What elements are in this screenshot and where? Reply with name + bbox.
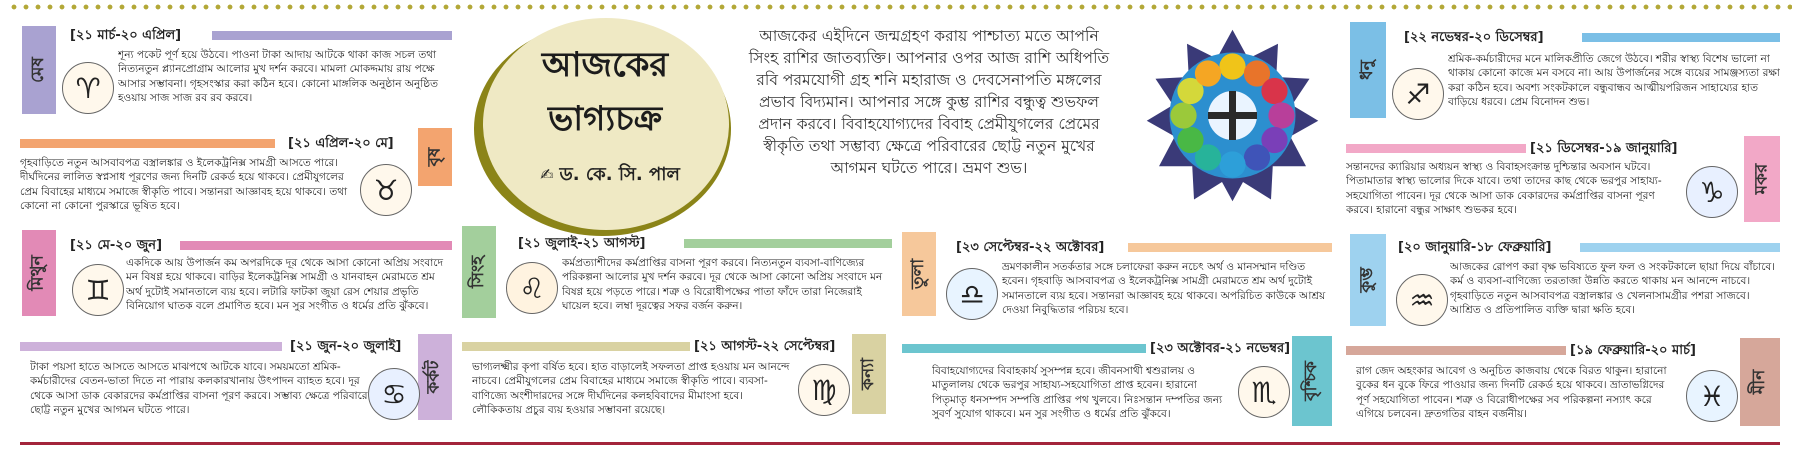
pisces-tab bbox=[1740, 338, 1780, 426]
pisces-icon: ♓ bbox=[1686, 370, 1738, 422]
leo-icon: ♌ bbox=[506, 262, 558, 314]
gemini-dates: [২১ মে-২০ জুন] bbox=[70, 238, 163, 253]
libra-name: তুলা bbox=[907, 258, 928, 290]
taurus-block bbox=[20, 128, 452, 224]
taurus-icon: ♉ bbox=[360, 164, 412, 216]
capricorn-icon: ♑ bbox=[1686, 166, 1738, 218]
cancer-text: টাকা পয়সা হাতে আসতে আসতে মাঝপথে আটকে যাবে। সময়মতো শ্রমিক-কর্মচারীদের বেতন-ভাতা দিতে না পারায় কলকারখানায় উৎপাদন ব্যাহত হবে। দূর থেকে আসা ডাক বেকারদের কর্মপ্রাপ্তির বাসনা পূরণ করবে। সম্ভাব্য ক্ষেত্রে পরিবারে ছোট্ট নতুন মুখের আগমন ঘটতে পারে। bbox=[30, 361, 368, 417]
leo-text: কর্মপ্রত্যাশীদের কর্মপ্রাপ্তির বাসনা পূরণ করবে। নিত্যনতুন ব্যবসা-বাণিজ্যের পরিকল্পনা আলোর মুখ দর্শন করবে। দূর থেকে আসা কোনো অপ্রিয় সংবাদে মন বিষণ্ণ হয়ে পড়তে পারে। শত্রু ও বিরোধীপক্ষের পাতা ফাঁদে তারা নিজেরাই ঘায়েল হবে। লম্বা দূরত্বের সফর বর্জন করুন। bbox=[562, 257, 883, 313]
aquarius-text: আজকের রোপণ করা বৃক্ষ ভবিষ্যতে ফুল ফল ও সংকটকালে ছায়া দিয়ে বাঁচাবে। কর্ম ও ব্যবসা-বাণিজ্যে তরতাজা উন্নতি করতে থাকায় মন আনন্দে নাচবে। গৃহবাড়িতে নতুন আসবাবপত্র বস্ত্রালঙ্কার ও খেলনাসামগ্রীর পশরা সাজবে। আশ্রিত ও প্রতিপালিত ব্যক্তি দ্বারা ক্ষতি হবে। bbox=[1450, 261, 1776, 317]
aquarius-icon: ♒ bbox=[1396, 274, 1448, 326]
top-dotted-border bbox=[8, 3, 1792, 11]
pisces-bar bbox=[1346, 346, 1566, 355]
virgo-block bbox=[462, 334, 892, 438]
virgo-dates: [২১ আগস্ট-২২ সেপ্টেম্বর] bbox=[694, 339, 836, 354]
leo-dates: [২১ জুলাই-২১ আগস্ট] bbox=[518, 236, 646, 251]
pisces-text: রাগ জেদ অহংকার আবেগ ও অনুচিত কাজবায় থেকে বিরত থাকুন। হারানো বুকের ধন বুকে ফিরে পাওয়ার জন্য দিনটি রেকর্ড হয়ে থাকবে। ভ্রাতাভগ্নিদের পূর্ণ সহযোগিতা পাবেন। শত্রু ও বিরোধীপক্ষের সব পরিকল্পনা নস্যাৎ করে এগিয়ে চলবেন। দ্রুতগতির বাহন বর্জনীয়। bbox=[1356, 365, 1667, 421]
taurus-tab bbox=[418, 128, 452, 186]
libra-tab bbox=[902, 232, 936, 316]
leo-name: সিংহ bbox=[468, 255, 488, 289]
capricorn-tab bbox=[1744, 136, 1780, 222]
aquarius-dates: [২০ জানুয়ারি-১৮ ফেব্রুয়ারি] bbox=[1398, 240, 1552, 255]
gemini-icon: ♊ bbox=[72, 264, 124, 316]
virgo-name: কন্যা bbox=[858, 358, 878, 390]
gemini-name: মিথুন bbox=[28, 255, 48, 291]
sagittarius-dates: [২২ নভেম্বর-২০ ডিসেম্বর] bbox=[1404, 30, 1544, 45]
cancer-dates: [২১ জুন-২০ জুলাই] bbox=[290, 339, 402, 354]
scorpio-dates: [২৩ অক্টোবর-২১ নভেম্বর] bbox=[1150, 341, 1291, 356]
virgo-icon: ♍ bbox=[798, 364, 850, 416]
scorpio-text: বিবাহযোগ্যদের বিবাহকার্য সুসম্পন্ন হবে। জীবনসাথী শ্বশুরালয় ও মাতুলালয় থেকে ভরপুর সাহায্য-সহযোগিতা প্রাপ্ত হবেন। হারানো পিতৃমাতৃ ধনসম্পদ সম্পত্তি প্রাপ্তির পথ খুলবে। নিঃসন্তান দম্পতির জন্য সুবর্ণ সুযোগ থাকবে। মন সুর সংগীত ও ধর্মের প্রতি ঝুঁকবে। bbox=[932, 365, 1223, 421]
aries-bar bbox=[212, 31, 452, 40]
pisces-dates: [১৯ ফেব্রুয়ারি-২০ মার্চ] bbox=[1570, 343, 1696, 358]
bottom-rule bbox=[20, 442, 1780, 445]
page-title bbox=[500, 38, 710, 146]
aries-tab bbox=[22, 26, 56, 114]
author-byline bbox=[520, 160, 700, 191]
aries-name: মেষ bbox=[28, 57, 48, 83]
sagittarius-tab bbox=[1350, 22, 1386, 118]
aries-text: শূন্য পকেট পূর্ণ হয়ে উঠবে। পাওনা টাকা আদায় আটকে থাকা কাজ সচল তথা নিত্যনতুন প্ল্যানপ্রোগ্রাম আলোর মুখ দর্শন করবে। মামলা মোকদ্দমায় রায় পক্ষে আসার সম্ভাবনা। গৃহসংস্কার করা কঠিন হবে। কোনো মাঙ্গলিক অনুষ্ঠান অনুষ্ঠিত হওয়ায় সাজ সাজ রব রব করবে। bbox=[118, 49, 438, 105]
leo-block bbox=[462, 226, 892, 330]
taurus-dates: [২১ এপ্রিল-২০ মে] bbox=[288, 136, 394, 151]
capricorn-block bbox=[1346, 136, 1780, 228]
cancer-name: কর্কট bbox=[424, 360, 444, 394]
virgo-text: ভাগ্যলক্ষ্মীর কৃপা বর্ষিত হবে। হাত বাড়ালেই সফলতা প্রাপ্ত হওয়ায় মন আনন্দে নাচবে। প্রেমীযুগলের প্রেম বিবাহের মাধ্যমে সমাজে স্বীকৃতি পাবে। ব্যবসা-বাণিজ্যে অংশীদারদের সঙ্গে দীর্ঘদিনের কলহবিবাদের মীমাংসা হবে। লৌকিকতায় প্রচুর ব্যয় হওয়ার সম্ভাবনা রয়েছে। bbox=[472, 361, 790, 417]
capricorn-dates: [২১ ডিসেম্বর-১৯ জানুয়ারি] bbox=[1530, 141, 1678, 156]
scorpio-block bbox=[902, 336, 1332, 440]
cancer-block bbox=[20, 334, 452, 438]
cancer-tab bbox=[418, 334, 452, 420]
virgo-tab bbox=[852, 334, 886, 414]
title-line-2: ভাগ্যচক্র bbox=[547, 99, 663, 139]
virgo-bar bbox=[462, 342, 690, 351]
intro-paragraph: আজকের এইদিনে জন্মগ্রহণ করায় পাশ্চাত্য মতে আপনি সিংহ রাশির জাতব্যক্তি। আপনার ওপর আজ রাশি অধিপতি রবি পরমযোগী গ্রহ শনি মহারাজ ও দেবসেনাপতি মঙ্গলের প্রভাব বিদ্যমান। আপনার সঙ্গে কুম্ভ রাশির বন্ধুত্ব শুভফল প্রদান করবে। বিবাহযোগ্যদের বিবাহ প্রেমীযুগলের প্রেমের স্বীকৃতি তথা সম্ভাব্য ক্ষেত্রে পরিবারের ছোট্ট নতুন মুখের আগমন ঘটতে পারে। ভ্রমণ শুভ। bbox=[748, 27, 1110, 177]
capricorn-text: সন্তানদের ক্যারিয়ার অধ্যয়ন স্বাস্থ্য ও বিবাহসংক্রান্ত দুশ্চিন্তার অবসান ঘটবে। পিতামাতার স্বাস্থ্য ভালোর দিকে যাবে। তথা তাদের কাছ থেকে ভরপুর সাহায্য-সহযোগিতা পাবেন। দূর থেকে আসা ডাক বেকারদের কর্মপ্রাপ্তির বাসনা পূরণ করবে। হারানো বন্ধুর সাক্ষাৎ শুভকর হবে। bbox=[1346, 161, 1662, 217]
gemini-text: একদিকে আয় উপার্জন কম অপরদিকে দূর থেকে আসা কোনো অপ্রিয় সংবাদে মন বিষণ্ণ হয়ে থাকবে। বাড়ির ইলেকট্রনিক্স সামগ্রী ও যানবাহন মেরামতে শ্রম অর্থ দুটোই সমানতালে ব্যয় হবে। লটারি ফাটকা জুয়া রেস শেয়ার প্রভৃতি বিনিয়োগ ঘাতক বলে প্রমাণিত হবে। মন সুর সংগীত ও ধর্মের প্রতি ঝুঁকবে। bbox=[126, 257, 444, 313]
aquarius-bar bbox=[1580, 243, 1780, 252]
cancer-bar bbox=[20, 342, 282, 351]
pisces-block bbox=[1346, 338, 1780, 438]
leo-tab bbox=[462, 226, 496, 318]
sagittarius-block bbox=[1350, 22, 1780, 128]
libra-block bbox=[902, 232, 1332, 332]
scorpio-icon: ♏ bbox=[1238, 366, 1290, 418]
libra-icon: ♎ bbox=[946, 268, 998, 320]
sagittarius-bar bbox=[1582, 33, 1780, 42]
aries-dates: [২১ মার্চ-২০ এপ্রিল] bbox=[70, 28, 182, 43]
cancer-icon: ♋ bbox=[368, 368, 420, 420]
pisces-name: মীন bbox=[1748, 369, 1769, 395]
scorpio-name: বৃশ্চিক bbox=[1301, 361, 1321, 401]
title-line-1: আজকের bbox=[541, 45, 669, 85]
scorpio-bar bbox=[902, 344, 1146, 353]
gemini-tab bbox=[22, 230, 56, 316]
scorpio-tab bbox=[1292, 336, 1332, 426]
author-name: ড. কে. সি. পাল bbox=[559, 164, 680, 185]
leo-bar bbox=[684, 239, 892, 248]
libra-dates: [২৩ সেপ্টেম্বর-২২ অক্টোবর] bbox=[956, 240, 1105, 255]
libra-text: ভ্রমণকালীন সতর্কতার সঙ্গে চলাফেরা করুন নচেৎ অর্থ ও মানসম্মান দণ্ডিত হবেন। গৃহবাড়ি আসবাবপত্র ও ইলেকট্রনিক্স সামগ্রী মেরামতে শ্রম অর্থ দুটোই সমানতালে ব্যয় হবে। সন্তানরা আজ্ঞাবহ হয়ে থাকবে। অপরিচিত কাউকে আশ্রয় দেওয়া নিবুদ্ধিতার পরিচয় হবে। bbox=[1002, 261, 1326, 317]
aquarius-block bbox=[1350, 234, 1780, 334]
gemini-block bbox=[22, 230, 452, 328]
gemini-bar bbox=[180, 241, 452, 250]
taurus-name: বৃষ bbox=[424, 147, 444, 167]
aquarius-tab bbox=[1350, 234, 1386, 326]
sagittarius-text: শ্রমিক-কর্মচারীদের মনে মালিকপ্রীতি জেগে উঠবে। শরীর স্বাস্থ্য বিশেষ ভালো না থাকায় কোনো কাজে মন বসবে না। আয় উপার্জনের সঙ্গে ব্যয়ের সামঞ্জস্যতা রক্ষা করা কঠিন হবে। অবশ্য সংকটকালে বন্ধুবান্ধব আত্মীয়পরিজন সাহায্যের হাত বাড়িয়ে ধরবে। প্রেম বিনোদন শুভ। bbox=[1448, 53, 1780, 109]
libra-bar bbox=[1128, 243, 1332, 252]
taurus-bar bbox=[20, 139, 275, 148]
aries-block bbox=[22, 20, 452, 126]
capricorn-name: মকর bbox=[1751, 163, 1771, 195]
aquarius-name: কুম্ভ bbox=[1357, 267, 1377, 293]
capricorn-bar bbox=[1346, 144, 1526, 153]
sagittarius-icon: ♐ bbox=[1392, 68, 1444, 120]
aries-icon: ♈ bbox=[62, 62, 114, 114]
quill-pen-icon: ✍ bbox=[540, 165, 554, 184]
zodiac-wheel-icon bbox=[1145, 28, 1320, 203]
sagittarius-name: ধনু bbox=[1357, 60, 1377, 80]
taurus-text: গৃহবাড়িতে নতুন আসবাবপত্র বস্ত্রালঙ্কার ও ইলেকট্রনিক্স সামগ্রী আসতে পারে। দীর্ঘদিনের লালিত স্বপ্নসাধ পূরণের জন্য দিনটি রেকর্ড হয়ে থাকবে। প্রেমীযুগলের প্রেম বিবাহের মাধ্যমে সমাজে স্বীকৃতি পাবে। সন্তানরা আজ্ঞাবহ হয়ে থাকবে। তথা কোনো না কোনো পুরস্কারে ভূষিত হবে। bbox=[20, 157, 348, 213]
